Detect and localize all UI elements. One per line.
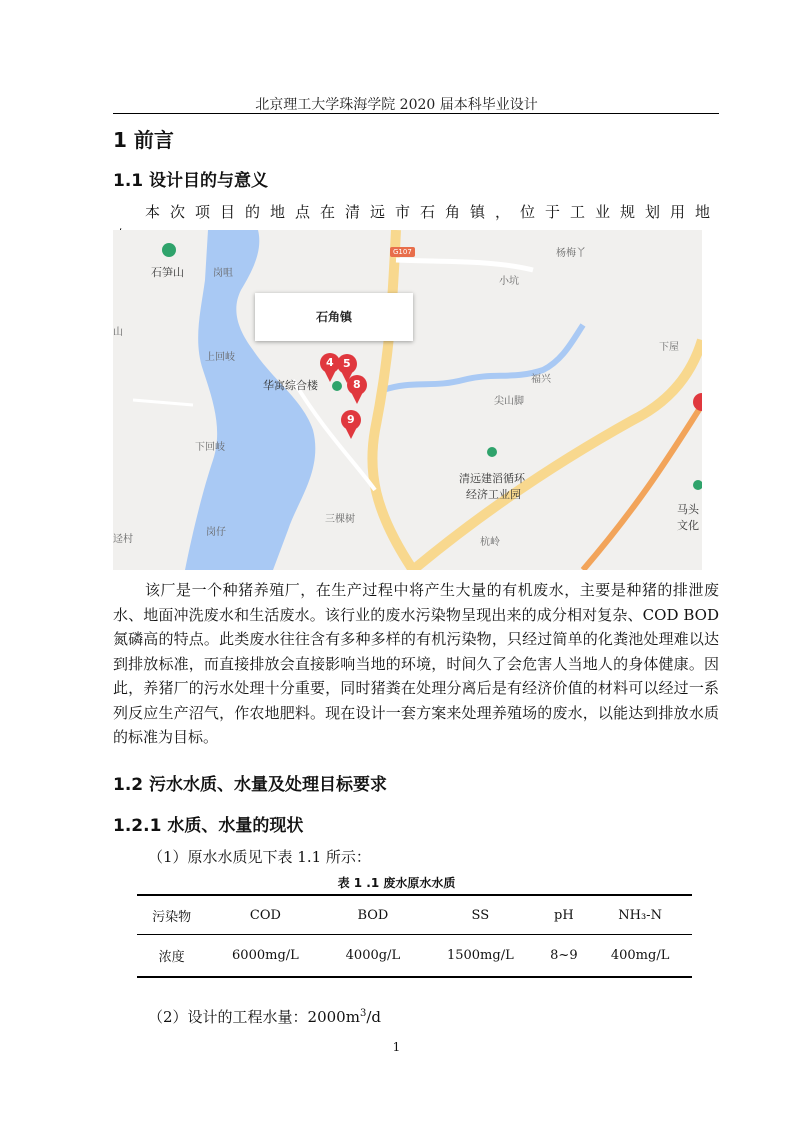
map-label: 杭岭: [480, 537, 500, 548]
table-header-cell: NH₃-N: [588, 895, 692, 935]
road-major: [583, 405, 702, 570]
road-g107: [372, 230, 413, 570]
table-cell: 浓度: [137, 935, 206, 978]
map-label: 马头: [677, 503, 699, 516]
item-2-tail: /d: [366, 1008, 381, 1026]
map-label: 经济工业园: [466, 488, 521, 501]
item-2-text: （2）设计的工程水量：2000m: [148, 1008, 360, 1026]
road-badge: G107: [390, 247, 415, 257]
chapter-title: 1 前言: [113, 128, 174, 152]
map-label: 尖山脚: [494, 396, 524, 407]
pin-label: 9: [347, 413, 355, 426]
map-label: 石笋山: [151, 266, 184, 279]
map-label: 小坑: [499, 276, 519, 287]
map-label: 下屋: [659, 342, 679, 353]
road-small-2: [133, 400, 193, 405]
stream: [383, 325, 583, 390]
water-quality-table: [137, 894, 692, 978]
pin-label: 5: [343, 357, 351, 370]
map-pin-icon: [693, 393, 702, 411]
section-1-1-intro: 本次项目的地点在清远市石角镇，位于工业规划用地: [145, 203, 719, 221]
map-label: 清远建滔循环: [459, 472, 525, 485]
map-label: 文化: [677, 519, 699, 532]
map-label: 三棵树: [325, 514, 355, 525]
river: [185, 230, 315, 570]
map-label: 华寓综合楼: [263, 379, 318, 392]
map-label: 杨梅丫: [556, 248, 586, 259]
table-header-cell: SS: [421, 895, 539, 935]
location-map: [113, 230, 702, 570]
map-label: 岗咀: [213, 268, 233, 279]
table-cell: 8~9: [540, 935, 589, 978]
map-label: 岗仔: [206, 527, 226, 538]
table-cell: 4000g/L: [325, 935, 422, 978]
section-1-2-title: 1.2 污水水质、水量及处理目标要求: [113, 775, 388, 795]
table-caption: 表 1 .1 废水原水水质: [337, 876, 456, 890]
poi-icon: [487, 447, 497, 457]
page-number: 1: [392, 1040, 401, 1054]
map-canvas: [113, 230, 702, 570]
poi-icon: [693, 480, 702, 490]
map-label: 迳村: [113, 534, 133, 545]
map-label: 福兴: [531, 374, 551, 385]
table-cell: 1500mg/L: [421, 935, 539, 978]
item-2: [148, 1006, 381, 1027]
table-header-cell: 污染物: [137, 895, 206, 935]
header-rule: [113, 113, 719, 114]
map-label: 下回岐: [195, 442, 225, 453]
table-header-cell: BOD: [325, 895, 422, 935]
road-diagonal: [413, 340, 702, 570]
section-1-1-title: 1.1 设计目的与意义: [113, 171, 269, 191]
main-paragraph: 该厂是一个种猪养殖厂，在生产过程中将产生大量的有机废水，主要是种猪的排泄废水、地面冲洗废水和生活废水。该行业的废水污染物呈现出来的成分相对复杂、COD BOD 氮磷高的特点。此类废水往往含有多种多样的有机污染物，只经过简单的化粪池处理难以达到排放标准，而直接排放会直接影响当地的环境，时间久了会危害人当地人的身体健康。因此，养猪厂的污水处理十分重要，同时猪粪在处理分离后是有经济价值的材料可以经过一系列反应生产沼气，作农地肥料。现在设计一套方案来处理养殖场的废水，以能达到排放水质的标准为目标。: [113, 581, 719, 746]
table-cell: 400mg/L: [588, 935, 692, 978]
table-row: [137, 935, 692, 978]
item-2-sup: 3: [359, 1008, 367, 1019]
pin-label: 4: [326, 356, 334, 369]
poi-icon: [332, 381, 342, 391]
pin-label: 8: [353, 378, 361, 391]
map-callout: 石角镇: [255, 293, 413, 341]
poi-icon: [162, 243, 176, 257]
table-cell: 6000mg/L: [206, 935, 324, 978]
map-label: 上回岐: [205, 352, 235, 363]
map-label: 山: [113, 327, 123, 338]
table-header-cell: COD: [206, 895, 324, 935]
road-upper: [396, 260, 533, 270]
table-header-cell: pH: [540, 895, 589, 935]
page-header: 北京理工大学珠海学院 2020 届本科毕业设计: [255, 97, 538, 113]
table-header-row: [137, 895, 692, 935]
item-1: （1）原水水质见下表 1.1 所示：: [148, 848, 371, 866]
section-1-2-1-title: 1.2.1 水质、水量的现状: [113, 816, 304, 836]
